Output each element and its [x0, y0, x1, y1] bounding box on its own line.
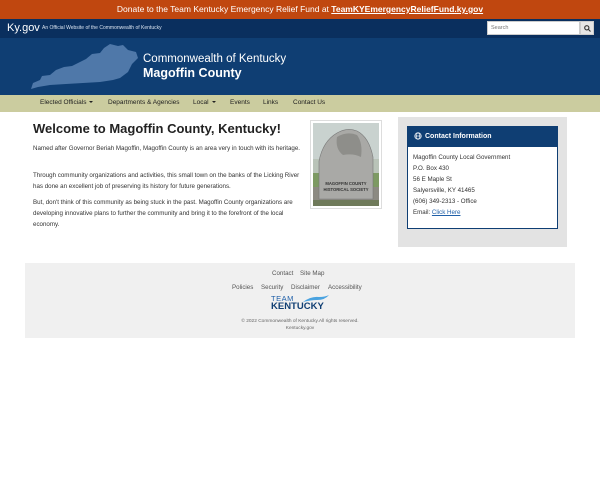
contact-heading-label: Contact Information: [425, 133, 492, 140]
contact-street: 56 E Maple St: [413, 176, 452, 183]
contact-phone: (606) 349-2313 - Office: [413, 198, 477, 205]
footer-contact-link[interactable]: Contact: [272, 270, 294, 277]
masthead: [0, 38, 600, 95]
monument-image: [313, 123, 379, 206]
contact-city: Salyersville, KY 41465: [413, 187, 475, 194]
county-title[interactable]: Magoffin County: [143, 66, 242, 80]
nav-contact-us-label: Contact Us: [293, 99, 326, 106]
contact-panel: [407, 126, 558, 229]
footer-policies-link[interactable]: Policies: [232, 284, 254, 291]
footer: [25, 263, 575, 338]
banner-text: Donate to the Team Kentucky Emergency Relief Fund at: [116, 4, 332, 14]
nav-local[interactable]: [193, 99, 216, 106]
nav-events-label: Events: [230, 99, 250, 106]
search-input[interactable]: [487, 21, 580, 35]
email-click-here-link[interactable]: Click Here: [431, 209, 461, 216]
caret-down-icon: [89, 101, 93, 103]
monument-caption-line1: MAGOFFIN COUNTY: [325, 181, 367, 186]
kentucky-map-icon: [28, 42, 140, 92]
footer-disclaimer-link[interactable]: Disclaimer: [291, 284, 320, 291]
globe-icon: [414, 132, 422, 140]
intro-paragraph: Named after Governor Beriah Magoffin, Magoffin County is an area very in touch with its heritage.: [33, 145, 301, 152]
footer-security-link[interactable]: Security: [261, 284, 284, 291]
community-paragraph: Through community organizations and activities, this small town on the banks of the Licking River has done an excellent job of preserving its history for future generations.: [33, 172, 300, 190]
monument-caption-line2: HISTORICAL SOCIETY: [323, 187, 369, 192]
contact-heading: [408, 127, 557, 147]
kentucky-gov-text[interactable]: Kentucky.gov: [285, 326, 315, 331]
donation-banner: [0, 0, 600, 19]
search-button[interactable]: [580, 21, 594, 35]
nav-elected-officials[interactable]: [40, 99, 93, 106]
main-nav: [0, 95, 600, 112]
historical-society-photo: [310, 120, 382, 209]
team-kentucky-logo[interactable]: [271, 294, 331, 314]
contact-email-label: Email:: [413, 209, 432, 216]
caret-down-icon: [212, 101, 216, 103]
nav-local-label: Local: [193, 99, 209, 106]
footer-accessibility-link[interactable]: Accessibility: [328, 284, 362, 291]
kygov-bar: [0, 19, 600, 38]
nav-departments-agencies[interactable]: [108, 99, 180, 106]
search-icon: [584, 25, 591, 32]
future-paragraph: But, don't think of this community as being stuck in the past. Magoffin County organizations are developing innovative plans to further the community and bring it to the forefront of the local economy.: [33, 199, 293, 228]
team-kentucky-logo-team: TEAM: [271, 294, 294, 303]
contact-po-box: P.O. Box 430: [413, 165, 450, 172]
contact-email: [413, 209, 460, 216]
footer-sitemap-link[interactable]: Site Map: [300, 270, 325, 277]
commonwealth-title: Commonwealth of Kentucky: [143, 53, 287, 65]
nav-contact-us[interactable]: [293, 99, 325, 106]
page-title: Welcome to Magoffin County, Kentucky!: [33, 121, 281, 136]
copyright-text: © 2022 Commonwealth of Kentucky.All rights reserved.: [241, 319, 359, 324]
official-website-text: An Official Website of the Commonwealth of Kentucky: [42, 25, 162, 31]
kygov-logo[interactable]: Ky.gov: [7, 22, 40, 34]
contact-org: Magoffin County Local Government: [413, 154, 511, 161]
team-kentucky-logo-kentucky: KENTUCKY: [271, 301, 324, 312]
nav-links-label: Links: [263, 99, 279, 106]
nav-elected-officials-label: Elected Officials: [40, 99, 87, 106]
nav-events[interactable]: [230, 99, 250, 106]
nav-links[interactable]: [263, 99, 278, 106]
nav-departments-agencies-label: Departments & Agencies: [108, 99, 180, 106]
relief-fund-link[interactable]: TeamKYEmergencyReliefFund.ky.gov: [331, 4, 484, 14]
